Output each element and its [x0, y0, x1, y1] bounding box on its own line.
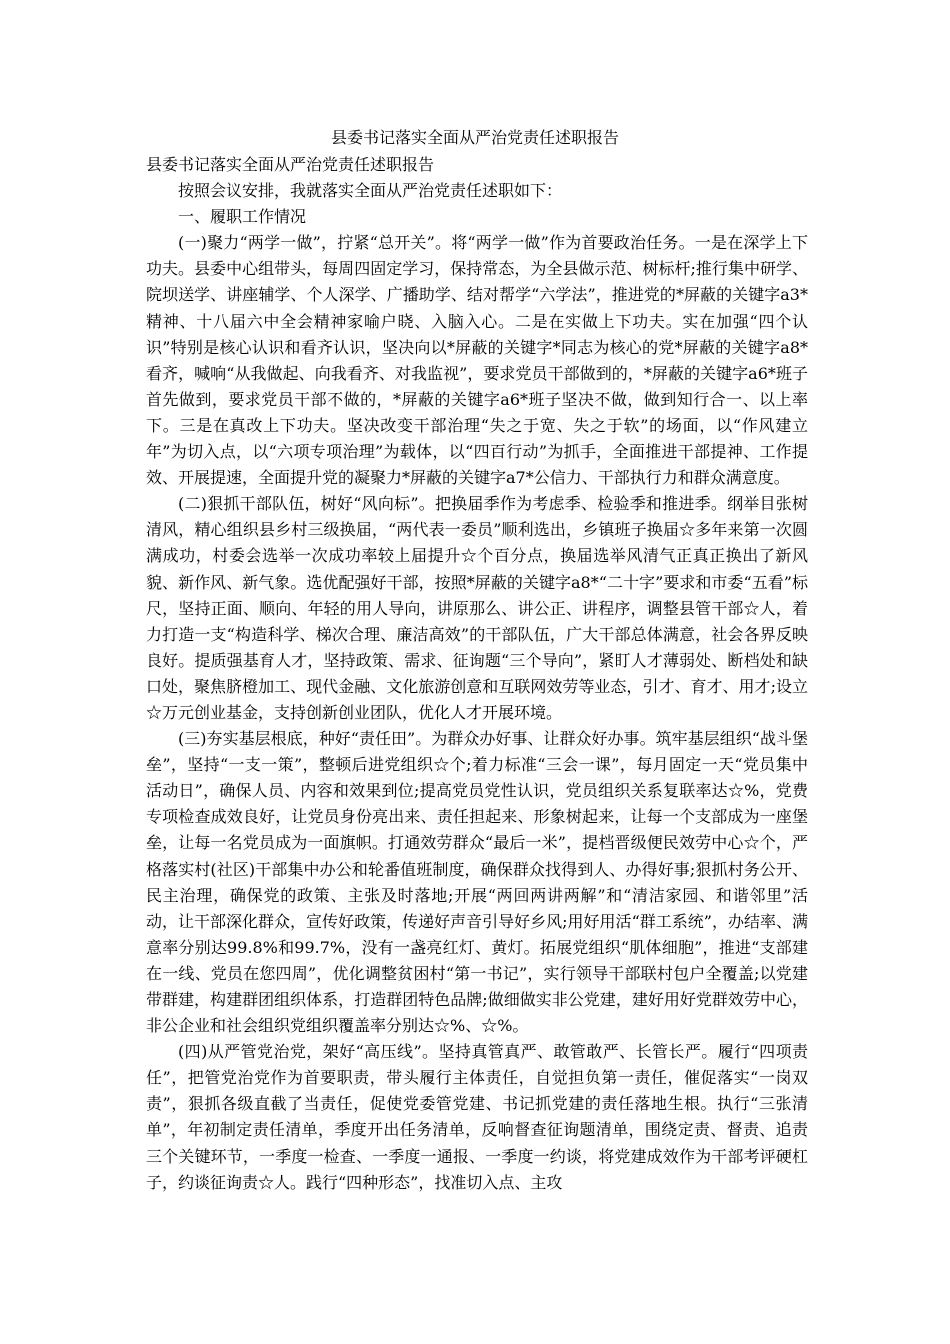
paragraph-four: (四)从严管党治党，架好“高压线”。坚持真管真严、敢管敢严、长管长严。履行“四项责任”，把管党治党作为首要职责，带头履行主体责任，自觉担负第一责任，催促落实“一岗双责”，狠抓各级直截了当责任，促使党委管党建、书记抓党建的责任落地生根。执行“三张清单”，年初制定责任清单，季度开出任务清单，反响督查征询题清单，围绕定责、督责、追责三个关键环节，一季度一检查、一季度一通报、一季度一约谈，将党建成效作为干部考评硬杠子，约谈征询责☆人。践行“四种形态”，找准切入点、主攻 — [146, 1042, 808, 1192]
document-body — [146, 152, 808, 1196]
section-heading: 一、履职工作情况 — [178, 207, 307, 227]
document-title: 县委书记落实全面从严治党责任述职报告 — [330, 128, 619, 147]
paragraph-two: (二)狠抓干部队伍，树好“风向标”。把换届季作为考虑季、检验季和推进季。纲举目张树清风，精心组织县乡村三级换届，“两代表一委员”顺利选出，乡镇班子换届☆多年来第一次圆满成功，村委会选举一次成功率较上届提升☆个百分点，换届选举风清气正真正换出了新风貌、新作风、新气象。选优配强好干部，按照*屏蔽的关键字a8*“二十字”要求和市委“五看”标尺，坚持正面、顺向、年轻的用人导向，讲原那么、讲公正、讲程序，调整县管干部☆人，着力打造一支“构造科学、梯次合理、廉洁高效”的干部队伍，广大干部总体满意，社会各界反映良好。提质强基育人才，坚持政策、需求、征询题“三个导向”，紧盯人才薄弱处、断档处和缺口处，聚焦脐橙加工、现代金融、文化旅游创意和互联网效劳等业态，引才、育才、用才;设立☆万元创业基金，支持创新创业团队，优化人才开展环境。 — [146, 494, 808, 722]
paragraph-intro: 按照会议安排，我就落实全面从严治党责任述职如下： — [178, 181, 563, 201]
document-subtitle: 县委书记落实全面从严治党责任述职报告 — [146, 155, 435, 174]
paragraph-one: (一)聚力“两学一做”，拧紧“总开关”。将“两学一做”作为首要政治任务。一是在深学上下功夫。县委中心组带头，每周四固定学习，保持常态，为全县做示范、树标杆;推行集中研学、院坝送学、讲座辅学、个人深学、广播助学、结对帮学“六学法”，推进党的*屏蔽的关键字a3*精神、十八届六中全会精神家喻户晓、入脑入心。二是在实做上下功夫。实在加强“四个认识”特别是核心认识和看齐认识，坚决向以*屏蔽的关键字*同志为核心的党*屏蔽的关键字a8*看齐，喊响“从我做起、向我看齐、对我监视”，要求党员干部做到的，*屏蔽的关键字a6*班子首先做到，要求党员干部不做的，*屏蔽的关键字a6*班子坚决不做，做到知行合一、以上率下。三是在真改上下功夫。坚决改变干部治理“失之于宽、失之于软”的场面，以“作风建立年”为切入点，以“六项专项治理”为载体，以“四百行动”为抓手，全面推进干部提神、工作提效、开展提速，全面提升党的凝聚力*屏蔽的关键字a7*公信力、干部执行力和群众满意度。 — [146, 233, 808, 488]
paragraph-three: (三)夯实基层根底，种好“责任田”。为群众办好事、让群众好办事。筑牢基层组织“战斗堡垒”，坚持“一支一策”，整顿后进党组织☆个;着力标准“三会一课”，每月固定一天“党员集中活动日”，确保人员、内容和效果到位;提高党员党性认识，党员组织关系复联率达☆%，党费专项检查成效良好，让党员身份亮出来、责任担起来、形象树起来，让每一个支部成为一座堡垒，让每一名党员成为一面旗帜。打通效劳群众“最后一米”，提档晋级便民效劳中心☆个，严格落实村(社区)干部集中办公和轮番值班制度，确保群众找得到人、办得好事;狠抓村务公开、民主治理，确保党的政策、主张及时落地;开展“两回两讲两解”和“清洁家园、和谐邻里”活动，让干部深化群众，宣传好政策，传递好声音引导好乡风;用好用活“群工系统”，办结率、满意率分别达99.8%和99.7%，没有一盏亮红灯、黄灯。拓展党组织“肌体细胞”，推进“支部建在一线、党员在您四周”，优化调整贫困村“第一书记”，实行领导干部联村包户全覆盖;以党建带群建，构建群团组织体系，打造群团特色品牌;做细做实非公党建，建好用好党群效劳中心，非公企业和社会组织党组织覆盖率分别达☆%、☆%。 — [146, 729, 808, 1036]
